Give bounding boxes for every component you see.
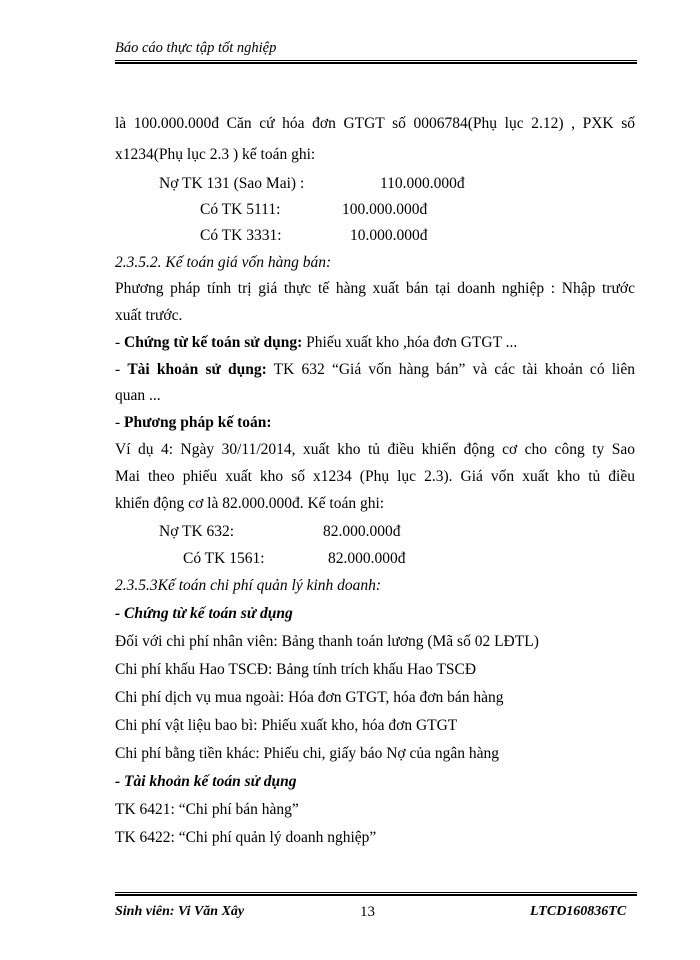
paragraph-line: Ví dụ 4: Ngày 30/11/2014, xuất kho tủ điều khiển động cơ cho công ty Sao xyxy=(115,441,635,458)
entry2-debit-label: Nợ TK 632: xyxy=(159,523,235,540)
list-item: Chi phí bằng tiền khác: Phiếu chi, giấy báo Nợ của ngân hàng xyxy=(115,745,499,762)
page-number: 13 xyxy=(360,904,375,920)
list-item: Chi phí khấu Hao TSCĐ: Bảng tính trích khấu Hao TSCĐ xyxy=(115,661,477,678)
running-header: Báo cáo thực tập tốt nghiệp xyxy=(115,40,277,56)
section-heading-2352: 2.3.5.2. Kế toán giá vốn hàng bán: xyxy=(115,254,332,271)
header-rule-thin xyxy=(115,60,637,61)
chung-tu-label: Chứng từ kế toán sử dụng: xyxy=(124,334,303,351)
footer-code: LTCD160836TC xyxy=(530,904,627,919)
footer-student: Sinh viên: Vi Văn Xây xyxy=(115,904,245,919)
subheading-chung-tu: - Chứng từ kế toán sử dụng xyxy=(115,605,293,622)
paragraph-line: là 100.000.000đ Căn cứ hóa đơn GTGT số 0006784(Phụ lục 2.12) , PXK số xyxy=(115,115,635,132)
section-heading-2353: 2.3.5.3Kế toán chi phí quản lý kinh doanh: xyxy=(115,577,382,594)
tai-khoan-line: - Tài khoản sử dụng: TK 632 “Giá vốn hàng bán” và các tài khoản có liên xyxy=(115,361,635,378)
entry2-credit-amount: 82.000.000đ xyxy=(328,550,406,567)
entry1-debit-amount: 110.000.000đ xyxy=(380,175,465,192)
paragraph-line: khiển động cơ là 82.000.000đ. Kế toán ghi: xyxy=(115,495,385,512)
entry1-credit2-amount: 10.000.000đ xyxy=(350,227,428,244)
phuong-phap-label: Phương pháp kế toán: xyxy=(124,414,272,431)
chung-tu-text: Phiếu xuất kho ,hóa đơn GTGT ... xyxy=(302,334,518,351)
tai-khoan-label: Tài khoản sử dụng: xyxy=(127,361,267,378)
paragraph-line: x1234(Phụ lục 2.3 ) kế toán ghi: xyxy=(115,146,316,163)
entry1-credit1-amount: 100.000.000đ xyxy=(342,201,428,218)
list-item: Đối với chi phí nhân viên: Bảng thanh toán lương (Mã số 02 LĐTL) xyxy=(115,633,539,650)
list-item: Chi phí dịch vụ mua ngoài: Hóa đơn GTGT, hóa đơn bán hàng xyxy=(115,689,504,706)
entry1-debit-label: Nợ TK 131 (Sao Mai) : xyxy=(159,175,305,192)
entry2-debit-amount: 82.000.000đ xyxy=(323,523,401,540)
list-item: TK 6421: “Chi phí bán hàng” xyxy=(115,801,299,818)
list-item: Chi phí vật liệu bao bì: Phiếu xuất kho, hóa đơn GTGT xyxy=(115,717,458,734)
paragraph-line: Mai theo phiếu xuất kho số x1234 (Phụ lục 2.3). Giá vốn xuất kho tủ điều xyxy=(115,468,635,485)
paragraph-line: quan ... xyxy=(115,387,161,404)
entry1-credit1-label: Có TK 5111: xyxy=(200,201,281,218)
entry2-credit-label: Có TK 1561: xyxy=(183,550,265,567)
chung-tu-line: - Chứng từ kế toán sử dụng: Phiếu xuất kho ,hóa đơn GTGT ... xyxy=(115,334,518,351)
footer-rule-thick xyxy=(115,894,637,896)
entry1-credit2-label: Có TK 3331: xyxy=(200,227,282,244)
paragraph-line: xuất trước. xyxy=(115,307,183,324)
tai-khoan-text: TK 632 “Giá vốn hàng bán” và các tài khoản có liên xyxy=(266,361,635,378)
phuong-phap-line: - Phương pháp kế toán: xyxy=(115,414,272,431)
list-item: TK 6422: “Chi phí quản lý doanh nghiệp” xyxy=(115,829,377,846)
subheading-tai-khoan: - Tài khoản kế toán sử dụng xyxy=(115,773,297,790)
footer-rule-thin xyxy=(115,892,637,893)
paragraph-line: Phương pháp tính trị giá thực tế hàng xuất bán tại doanh nghiệp : Nhập trước xyxy=(115,280,635,297)
header-rule-thick xyxy=(115,62,637,64)
